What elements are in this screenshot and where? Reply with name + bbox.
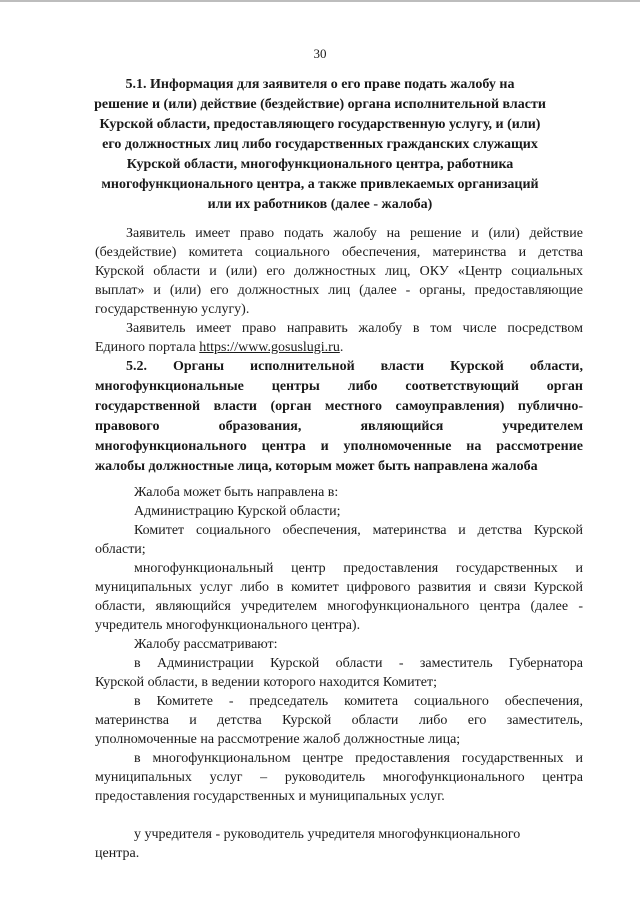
section-5-2-heading-line: многофункционального центра и уполномоченные на рассмотрение (95, 439, 583, 454)
page-number: 30 (313, 46, 327, 61)
section-5-2-heading-line: правового образования, являющийся учредителем (95, 419, 583, 434)
gosuslugi-link[interactable]: https://www.gosuslugi.ru (199, 340, 340, 355)
paragraph-line: учредитель многофункционального центра). (95, 618, 361, 633)
section-5-1-heading-line: Курской области, предоставляющего государственную услугу, и (или) (99, 117, 541, 132)
paragraph-line: в Администрации Курской области - заместитель Губернатора (134, 656, 583, 671)
section-5-2-heading-line: многофункциональные центры либо соответствующий орган (95, 379, 583, 394)
paragraph-line: Курской области, в ведении которого находится Комитет; (95, 675, 437, 690)
paragraph-line: муниципальных услуг либо в комитет цифрового развития и связи Курской (95, 580, 583, 595)
paragraph-line: в Комитете - председатель комитета социального обеспечения, (134, 694, 583, 709)
paragraph-text: Единого портала (95, 340, 200, 355)
top-border-line (0, 0, 640, 2)
section-5-2-heading-line: 5.2. Органы исполнительной власти Курской области, (126, 359, 583, 374)
paragraph-line: Администрацию Курской области; (134, 504, 341, 519)
paragraph-line: центра. (95, 846, 140, 861)
section-5-1-heading-line: решение и (или) действие (бездействие) органа исполнительной власти (94, 97, 546, 112)
paragraph-line: Комитет социального обеспечения, материнства и детства Курской (134, 523, 583, 538)
section-5-1-heading-line: многофункционального центра, а также привлекаемых организаций (101, 177, 539, 192)
paragraph-line: области; (95, 542, 146, 557)
section-5-2-heading-line: государственной власти (орган местного самоуправления) публично- (95, 399, 583, 414)
paragraph-line: муниципальных услуг – руководитель многофункционального центра (95, 770, 583, 785)
paragraph-line: предоставления государственных и муниципальных услуг. (95, 789, 445, 804)
section-5-1-heading-line: Курской области, многофункционального центра, работника (126, 157, 514, 172)
paragraph-line: Жалобу рассматривают: (134, 637, 278, 652)
paragraph-line: Заявитель имеет право направить жалобу в том числе посредством (126, 321, 583, 336)
paragraph-line: материнства и детства Курской области либо его заместитель, (95, 713, 583, 728)
paragraph-line: уполномоченные на рассмотрение жалоб должностные лица; (95, 732, 461, 747)
section-5-1-heading-line: его должностных лиц либо государственных гражданских служащих (102, 137, 538, 152)
paragraph-line: (бездействие) комитета социального обеспечения, материнства и детства (95, 245, 583, 260)
paragraph-line: Заявитель имеет право подать жалобу на решение и (или) действие (126, 226, 583, 241)
paragraph-text: . (339, 340, 344, 355)
section-5-2-heading-line: жалобы должностные лица, которым может быть направлена жалоба (95, 459, 538, 474)
paragraph-line (95, 339, 343, 357)
section-5-1-heading-line: или их работников (далее - жалоба) (207, 197, 433, 212)
paragraph-line: у учредителя - руководитель учредителя многофункционального (134, 827, 521, 842)
paragraph-line: государственную услугу). (95, 302, 250, 317)
paragraph-line: Жалоба может быть направлена в: (134, 485, 339, 500)
paragraph-line: многофункциональный центр предоставления государственных и (134, 561, 583, 576)
paragraph-line: в многофункциональном центре предоставления государственных и (134, 751, 583, 766)
paragraph-line: области, являющийся учредителем многофункционального центра (далее - (95, 599, 583, 614)
section-5-1-heading-line: 5.1. Информация для заявителя о его праве подать жалобу на (125, 77, 515, 92)
paragraph-line: выплат» и (или) его должностных лиц (далее - органы, предоставляющие (95, 283, 583, 298)
paragraph-line: Курской области и (или) его должностных лиц, ОКУ «Центр социальных (95, 264, 583, 279)
